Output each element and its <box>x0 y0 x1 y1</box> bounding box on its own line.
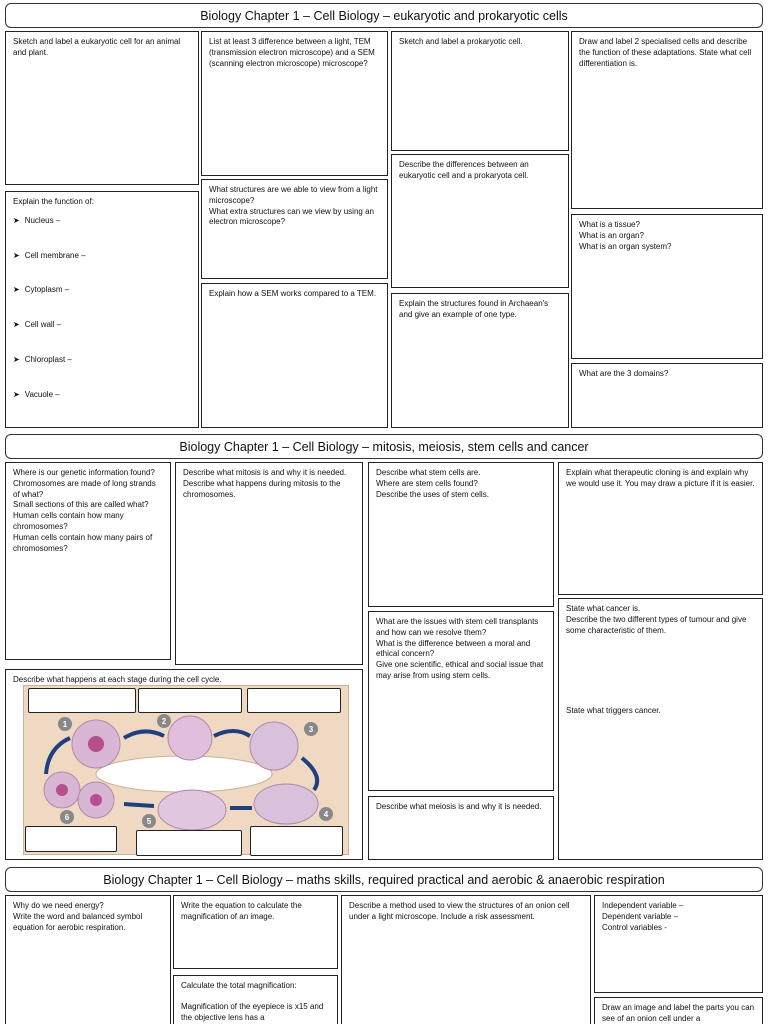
text-human-pairs: Human cells contain how many pairs of chromosomes? <box>13 532 153 553</box>
box-domains <box>571 363 763 428</box>
arrow-icon: ➤ <box>13 389 20 399</box>
text-specialised-cells: Draw and label 2 specialised cells and describe the function of these adaptations. State what cell differentiation is. <box>579 37 752 68</box>
text-independent: Independent variable – <box>602 901 684 910</box>
text-mitosis-what: Describe what mitosis is and why it is needed. <box>183 468 347 477</box>
box-differences-euk-prok <box>391 154 569 288</box>
text-aerobic-equation: Write the word and balanced symbol equation for aerobic respiration. <box>13 911 143 932</box>
box-magnification-equation <box>173 895 338 969</box>
text-stem-cells-where: Where are stem cells found? <box>376 478 478 488</box>
arrow-3-4 <box>302 758 317 790</box>
box-therapeutic-cloning <box>558 462 763 595</box>
text-total-magnification: Calculate the total magnification: <box>181 981 297 990</box>
arrow-icon: ➤ <box>13 285 20 295</box>
label-box-bottom-1 <box>25 826 117 852</box>
function-list <box>13 216 191 401</box>
box-structures-microscope <box>201 179 388 279</box>
text-organ: What is an organ? <box>579 230 644 240</box>
box-energy <box>5 895 171 1024</box>
cell-stage-2 <box>168 716 212 760</box>
text-tumour-types: Describe the two different types of tumour and give some characteristic of them. <box>566 614 747 635</box>
text-archaeans: Explain the structures found in Archaean's and give an example of one type. <box>399 299 549 319</box>
arrow-2-3 <box>214 731 250 736</box>
text-structures-light: What structures are we able to view from a light microscope? <box>209 185 378 205</box>
box-variables <box>594 895 763 993</box>
arrow-1-2 <box>124 731 164 738</box>
nucleus <box>56 784 68 796</box>
label-box-top-1 <box>28 688 136 713</box>
box-tissue-organ <box>571 214 763 359</box>
label-box-bottom-3 <box>250 826 343 856</box>
cell-stage-3 <box>250 722 298 770</box>
arrow-icon: ➤ <box>13 215 20 225</box>
box-onion-draw <box>594 997 763 1024</box>
label-box-top-2 <box>138 688 242 713</box>
box-total-magnification <box>173 975 338 1024</box>
text-structures-electron: What extra structures can we view by using an electron microscope? <box>209 206 374 227</box>
function-item <box>13 320 191 331</box>
arrow-6-1 <box>46 738 70 774</box>
box-genetic-info <box>5 462 171 660</box>
arrow-icon: ➤ <box>13 354 20 364</box>
box-cancer <box>558 598 763 860</box>
text-cancer-state: State what cancer is. <box>566 604 641 613</box>
text-sketch-eukaryotic: Sketch and label a eukaryotic cell for an animal and plant. <box>13 37 181 57</box>
text-human-chromosomes: Human cells contain how many chromosomes? <box>13 511 124 531</box>
text-stem-cells-what: Describe what stem cells are. <box>376 468 481 477</box>
text-cell-cycle: Describe what happens at each stage during the cell cycle. <box>13 675 222 684</box>
text-magnification-equation: Write the equation to calculate the magnification of an image. <box>181 901 302 921</box>
function-label: Cell wall – <box>24 320 62 330</box>
label-box-bottom-2 <box>136 830 242 856</box>
box-meiosis <box>368 796 554 860</box>
cell-stage-5 <box>158 790 226 830</box>
section-3-header <box>5 867 763 892</box>
section-2-title: Biology Chapter 1 – Cell Biology – mitosis, meiosis, stem cells and cancer <box>179 439 589 454</box>
text-stem-cells-uses: Describe the uses of stem cells. <box>376 489 489 499</box>
box-onion-method <box>341 895 591 1024</box>
box-stem-cell-issues <box>368 611 554 791</box>
text-energy-why: Why do we need energy? <box>13 901 104 910</box>
text-mitosis-chromosomes: Describe what happens during mitosis to the chromosomes. <box>183 478 341 499</box>
stage-number: 1 <box>58 717 72 731</box>
function-label: Vacuole – <box>24 389 60 399</box>
function-item <box>13 285 191 296</box>
section-3-title: Biology Chapter 1 – Cell Biology – maths skills, required practical and aerobic & anaerobic respiration <box>103 872 665 887</box>
text-cancer-triggers: State what triggers cancer. <box>566 706 661 716</box>
nucleus <box>90 794 102 806</box>
function-label: Chloroplast – <box>24 354 72 364</box>
text-microscope-differences: List at least 3 difference between a light, TEM (transmission electron microscope) and a SEM (scanning electron microscope) microscope? <box>209 37 375 68</box>
text-meiosis: Describe what meiosis is and why it is needed. <box>376 802 542 811</box>
function-label: Nucleus – <box>24 215 61 225</box>
box-stem-cells <box>368 462 554 607</box>
box-sem-vs-tem <box>201 283 388 428</box>
text-domains: What are the 3 domains? <box>579 369 669 378</box>
text-therapeutic-cloning: Explain what therapeutic cloning is and explain why we would use it. You may draw a picture if it is easier. <box>566 468 755 488</box>
stage-number: 6 <box>60 810 74 824</box>
arrow-icon: ➤ <box>13 320 20 330</box>
text-genetic-info: Where is our genetic information found? <box>13 468 155 477</box>
function-label: Cytoplasm – <box>24 285 70 295</box>
text-transplant-issues: What are the issues with stem cell transplants and how can we resolve them? <box>376 617 539 637</box>
box-sketch-eukaryotic <box>5 31 199 185</box>
section-2-header <box>5 434 763 459</box>
function-label: Cell membrane – <box>24 250 86 260</box>
function-item <box>13 216 191 227</box>
stage-number: 2 <box>157 714 171 728</box>
text-differences-euk-prok: Describe the differences between an eukaryotic cell and a prokaryota cell. <box>399 160 529 180</box>
text-dependent: Dependent variable – <box>602 911 679 921</box>
section-1-header <box>5 3 763 28</box>
box-archaeans <box>391 293 569 428</box>
text-sketch-prokaryotic: Sketch and label a prokaryotic cell. <box>399 37 523 46</box>
text-small-sections: Small sections of this are called what? <box>13 500 149 510</box>
box-microscope-differences <box>201 31 388 176</box>
function-item <box>13 355 191 366</box>
text-onion-draw: Draw an image and label the parts you can see of an onion cell under a <box>602 1003 755 1023</box>
arrow-5-6 <box>124 804 154 806</box>
text-control: Control variables - <box>602 922 667 932</box>
cell-stage-4 <box>254 784 318 824</box>
label-box-top-3 <box>247 688 341 713</box>
stage-number: 4 <box>319 807 333 821</box>
box-mitosis <box>175 462 363 665</box>
stage-number: 5 <box>142 814 156 828</box>
arrow-icon: ➤ <box>13 250 20 260</box>
text-chromosomes-made: Chromosomes are made of long strands of what? <box>13 478 156 499</box>
nucleus <box>88 736 104 752</box>
text-sem-vs-tem: Explain how a SEM works compared to a TEM. <box>209 289 377 298</box>
text-scientific-ethical-social: Give one scientific, ethical and social issue that may arise from using stem cells. <box>376 660 544 680</box>
box-explain-function <box>5 191 199 428</box>
text-organ-system: What is an organ system? <box>579 241 672 251</box>
stage-number: 3 <box>304 722 318 736</box>
function-item <box>13 251 191 262</box>
section-1-title: Biology Chapter 1 – Cell Biology – eukaryotic and prokaryotic cells <box>200 8 568 23</box>
box-specialised-cells <box>571 31 763 209</box>
text-onion-method: Describe a method used to view the structures of an onion cell under a light microscope. Include a risk assessment. <box>349 901 570 921</box>
text-explain-function: Explain the function of: <box>13 197 94 206</box>
text-tissue: What is a tissue? <box>579 220 640 229</box>
text-moral-ethical: What is the difference between a moral and ethical concern? <box>376 638 531 659</box>
text-magnification-detail: Magnification of the eyepiece is x15 and the objective lens has a <box>181 1001 324 1022</box>
center-label-oval <box>96 756 272 792</box>
function-item <box>13 390 191 401</box>
box-sketch-prokaryotic <box>391 31 569 151</box>
